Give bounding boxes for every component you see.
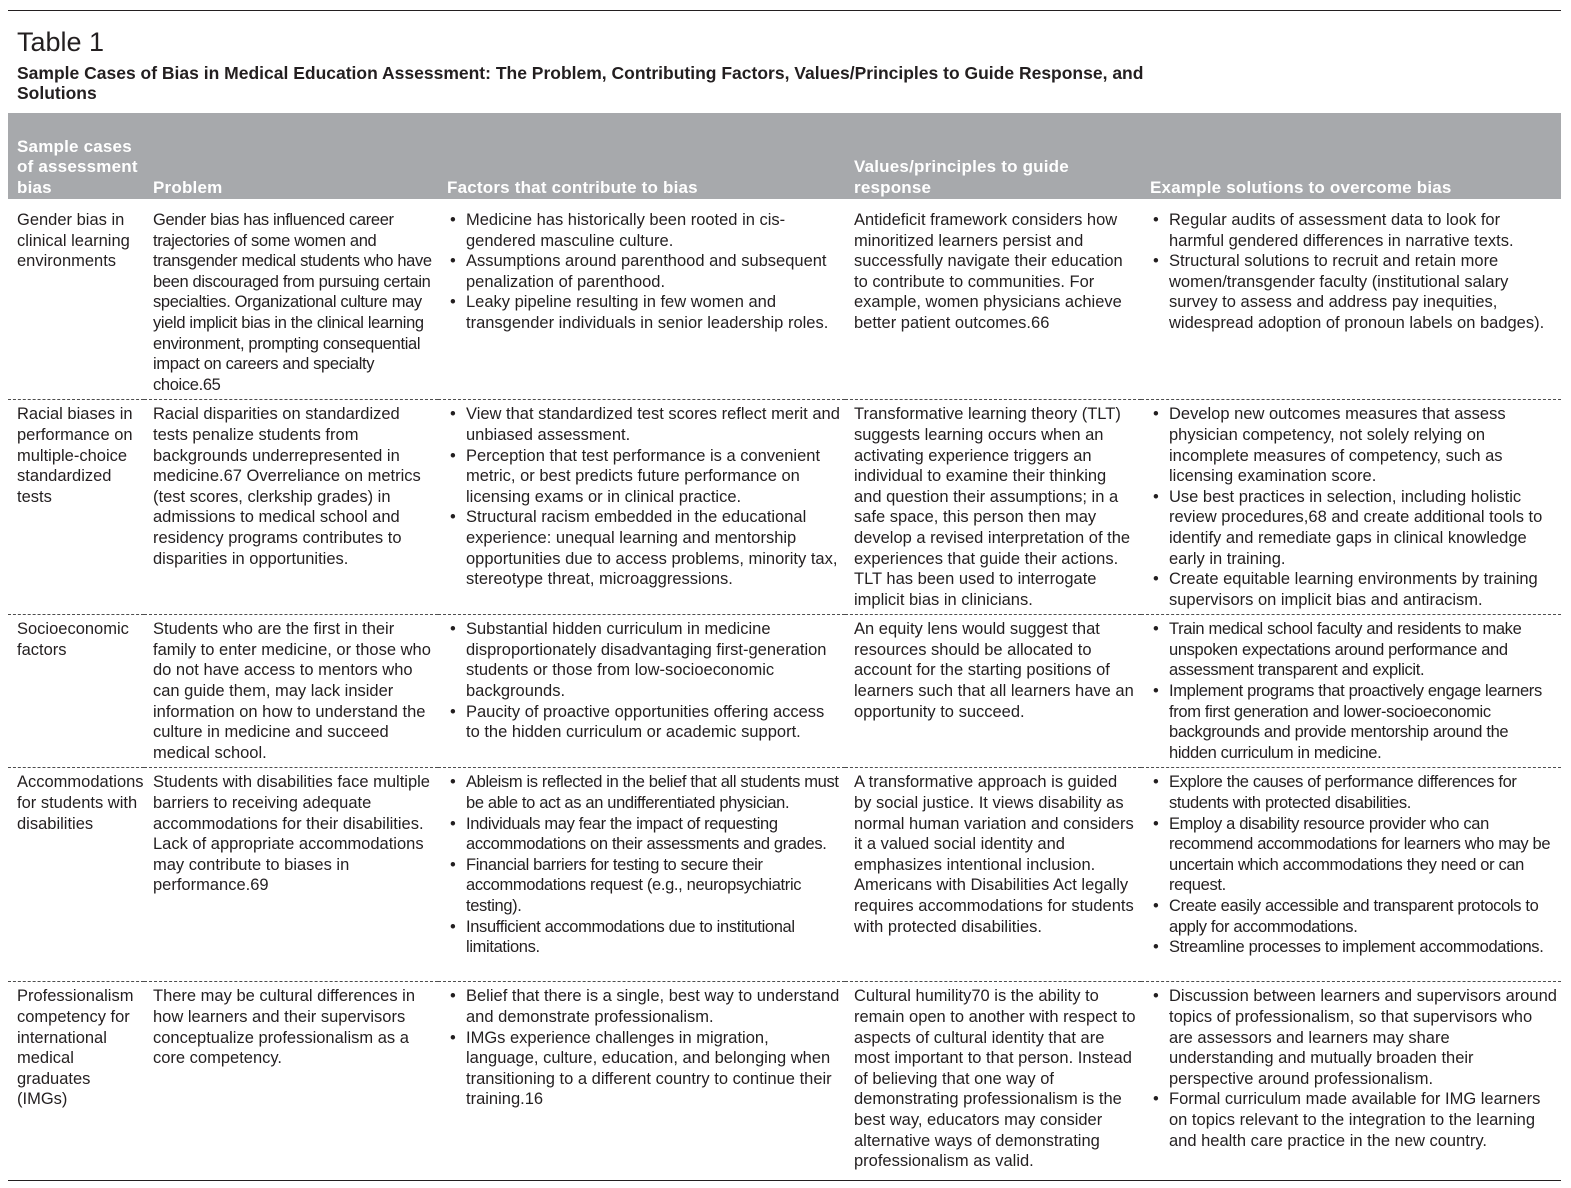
- bias-cases-table: [8, 113, 1561, 1176]
- header-values: Values/principles to guide response: [845, 113, 1141, 199]
- values-cell: Cultural humility70 is the ability to remain open to another with respect to aspects of cultural identity that are most important to that person. Instead of believing that one way of demonstrating professionalism is the best way, educators may consider alternative ways of demonstrating professionalism as valid.: [845, 982, 1141, 1176]
- problem-cell: Students who are the first in their family to enter medicine, or those who do not have access to mentors who can guide them, may lack insider information on how to understand the culture in medicine and succeed medical school.: [144, 615, 438, 768]
- list-item: • Use best practices in selection, including holistic review procedures,68 and create additional tools to identify and remediate gaps in clinical knowledge early in training.: [1150, 487, 1557, 569]
- values-cell: An equity lens would suggest that resources should be allocated to account for the starting positions of learners such that all learners have an opportunity to succeed.: [845, 615, 1141, 768]
- bottom-rule: [8, 1180, 1561, 1181]
- list-item: • Create equitable learning environments by training supervisors on implicit bias and antiracism.: [1150, 569, 1557, 610]
- list-item: • View that standardized test scores reflect merit and unbiased assessment.: [447, 404, 841, 445]
- factors-cell: [438, 982, 845, 1176]
- header-problem: Problem: [144, 113, 438, 199]
- solutions-cell: [1141, 400, 1561, 615]
- case-cell: Gender bias in clinical learning environments: [17, 211, 130, 271]
- case-cell: Socioeconomic factors: [8, 615, 144, 768]
- values-paragraph: Americans with Disabilities Act legally requires accommodations for students with protected disabilities.: [854, 876, 1134, 936]
- values-cell: [845, 768, 1141, 982]
- list-item: • Regular audits of assessment data to look for harmful gendered differences in narrative texts.: [1150, 210, 1557, 251]
- case-cell: Racial biases in performance on multiple-choice standardized tests: [8, 400, 144, 615]
- factors-cell: [438, 400, 845, 615]
- solutions-cell: [1141, 768, 1561, 982]
- case-cell: Professionalism competency for international medical graduates (IMGs): [8, 982, 144, 1176]
- list-item: • Formal curriculum made available for IMG learners on topics relevant to the integration to the learning and health care practice in the new country.: [1150, 1089, 1557, 1151]
- list-item: • Paucity of proactive opportunities offering access to the hidden curriculum or academic support.: [447, 702, 841, 743]
- list-item: • Employ a disability resource provider who can recommend accommodations for learners who may be uncertain which accommodations they need or can request.: [1150, 814, 1557, 896]
- problem-cell: Gender bias has influenced career trajectories of some women and transgender medical students who have been discouraged from pursuing certain specialties. Organizational culture may yield implicit bias in the clinical learning environment, prompting consequential impact on careers and specialty choice.65: [153, 211, 432, 394]
- values-cell: Transformative learning theory (TLT) suggests learning occurs when an activating experience triggers an individual to examine their thinking and question their assumptions; in a safe space, this person then may develop a revised interpretation of the experiences that guide their actions. TLT has been used to interrogate implicit bias in clinicians.: [845, 400, 1141, 615]
- header-sample-cases: Sample cases of assessment bias: [8, 113, 144, 199]
- factors-cell: [438, 615, 845, 768]
- list-item: • Leaky pipeline resulting in few women and transgender individuals in senior leadership roles.: [447, 292, 841, 333]
- header-solutions: Example solutions to overcome bias: [1141, 113, 1561, 199]
- values-paragraph: A transformative approach is guided by social justice. It views disability as normal human variation and considers it a valued social identity and emphasizes intentional inclusion.: [854, 773, 1134, 874]
- list-item: • Insufficient accommodations due to institutional limitations.: [447, 917, 841, 958]
- list-item: • Substantial hidden curriculum in medicine disproportionately disadvantaging first-generation students or those from low-socioeconomic backgrounds.: [447, 619, 841, 701]
- factors-cell: [438, 768, 845, 982]
- list-item: • Belief that there is a single, best way to understand and demonstrate professionalism.: [447, 986, 841, 1027]
- list-item: • Structural racism embedded in the educational experience: unequal learning and mentorship opportunities due to access problems, minority tax, stereotype threat, microaggressions.: [447, 507, 841, 589]
- list-item: • Financial barriers for testing to secure their accommodations request (e.g., neuropsychiatric testing).: [447, 855, 841, 917]
- solutions-cell: [1141, 615, 1561, 768]
- list-item: • Train medical school faculty and residents to make unspoken expectations around performance and assessment transparent and explicit.: [1150, 619, 1557, 681]
- list-item: • Medicine has historically been rooted in cis-gendered masculine culture.: [447, 210, 841, 251]
- case-cell: Accommodations for students with disabilities: [8, 768, 144, 982]
- solutions-cell: [1141, 982, 1561, 1176]
- list-item: • Explore the causes of performance differences for students with protected disabilities.: [1150, 772, 1557, 813]
- list-item: • IMGs experience challenges in migration, language, culture, education, and belonging when transitioning to a different country to continue their training.16: [447, 1028, 841, 1110]
- table-header-row: [8, 113, 1561, 199]
- values-cell: Antideficit framework considers how minoritized learners persist and successfully navigate their education to contribute to communities. For example, women physicians achieve better patient outcomes.66: [854, 211, 1123, 332]
- top-rule: [8, 10, 1561, 11]
- list-item: • Discussion between learners and supervisors around topics of professionalism, so that supervisors who are assessors and learners may share understanding and mutually broaden their perspective around professionalism.: [1150, 986, 1557, 1089]
- list-item: • Develop new outcomes measures that assess physician competency, not solely relying on incomplete measures of competency, such as licensing examination score.: [1150, 404, 1557, 486]
- list-item: • Structural solutions to recruit and retain more women/transgender faculty (institutional salary survey to assess and address pay inequities, widespread adoption of pronoun labels on badges).: [1150, 251, 1557, 333]
- factors-cell: [438, 199, 845, 400]
- list-item: • Streamline processes to implement accommodations.: [1150, 937, 1557, 958]
- table-row: [8, 768, 1561, 982]
- solutions-cell: [1141, 199, 1561, 400]
- table-row: [8, 400, 1561, 615]
- table-row: [8, 615, 1561, 768]
- list-item: • Assumptions around parenthood and subsequent penalization of parenthood.: [447, 251, 841, 292]
- table-label: Table 1: [17, 27, 105, 57]
- list-item: • Individuals may fear the impact of requesting accommodations on their assessments and grades.: [447, 814, 841, 855]
- problem-cell: Students with disabilities face multiple barriers to receiving adequate accommodations for their disabilities. Lack of appropriate accommodations may contribute to biases in performance.69: [144, 768, 438, 982]
- problem-cell: Racial disparities on standardized tests penalize students from backgrounds underrepresented in medicine.67 Overreliance on metrics (test scores, clerkship grades) in admissions to medical school and residency programs contributes to disparities in opportunities.: [144, 400, 438, 615]
- header-factors: Factors that contribute to bias: [438, 113, 845, 199]
- list-item: • Create easily accessible and transparent protocols to apply for accommodations.: [1150, 896, 1557, 937]
- table-caption: Sample Cases of Bias in Medical Education Assessment: The Problem, Contributing Factors, Values/Principles to Guide Response, and Solutions: [17, 63, 1144, 103]
- problem-cell: There may be cultural differences in how learners and their supervisors conceptualize professionalism as a core competency.: [144, 982, 438, 1176]
- table-row: [8, 982, 1561, 1176]
- list-item: • Implement programs that proactively engage learners from first generation and lower-socioeconomic backgrounds and provide mentorship around the hidden curriculum in medicine.: [1150, 681, 1557, 763]
- list-item: • Ableism is reflected in the belief that all students must be able to act as an undifferentiated physician.: [447, 772, 841, 813]
- table-row: [8, 199, 1561, 400]
- list-item: • Perception that test performance is a convenient metric, or best predicts future performance on licensing exams or in clinical practice.: [447, 446, 841, 508]
